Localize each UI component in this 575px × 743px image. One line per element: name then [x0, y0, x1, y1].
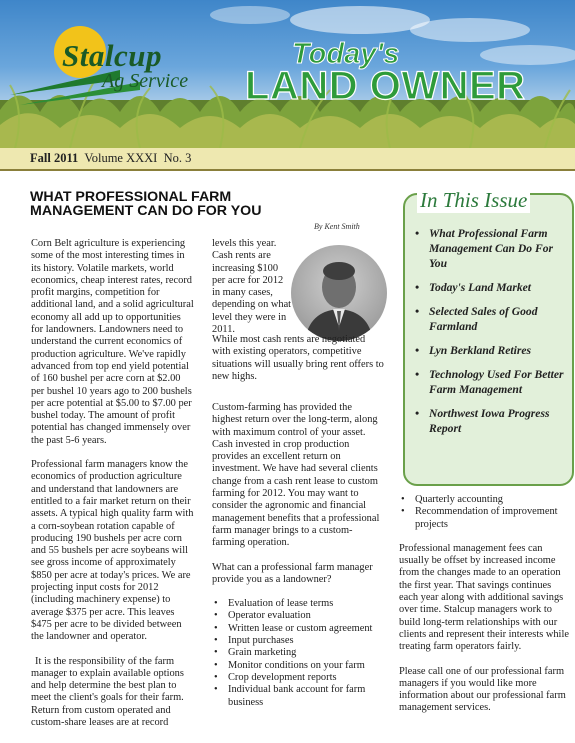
title-todays: Today's	[292, 38, 400, 70]
paragraph: It is the responsibility of the farm manager to explain available options and help determine the best plan to meet the client's goals for their farm. Return from custom operated and custom-share leases are at record	[31, 655, 184, 728]
article-column-1	[31, 238, 194, 741]
list-item: • Evaluation of lease terms	[212, 598, 384, 610]
paragraph: Corn Belt agriculture is experiencing some of the most interesting times in its history. Volatile markets, world economics, cheap interest rates, record profit margins, competition for additional land, and a solid agricultural economy all add up to opportunities for landowners. Landowners need to understand the current economics of production agriculture. We've rapidly advanced from top end yield potential of 160 bushel per acre corn at $2.00 per bushel 10 years ago to 200 bushels per acre potential at $5.00 to $7.00 per bushel today. The amount of profit potential has changed immensely over the past 5-6 years.	[31, 238, 194, 446]
list-item: • Operator evaluation	[212, 610, 384, 622]
list-item: • Today's Land Market	[413, 280, 565, 295]
services-list-continued	[399, 494, 571, 531]
masthead-banner	[0, 0, 575, 148]
logo-subtitle: Ag Service	[102, 70, 189, 92]
headline-line-1: WHAT PROFESSIONAL FARM	[30, 189, 232, 205]
paragraph: Custom-farming has provided the highest return over the long-term, along with maximum control of your asset. Cash invested in crop production provides an excellent return on investment. We have had several clients change from a cash rent lease to custom farming for 2012. You may want to consider the agronomic and financial management benefits that a professional farm manager brings to a custom-farming operation.	[212, 402, 380, 549]
list-item: • Input purchases	[212, 635, 384, 647]
issue-number: No. 3	[163, 151, 192, 165]
logo-name: Stalcup	[62, 38, 162, 73]
list-item: • Recommendation of improvement projects	[399, 506, 571, 531]
list-item: • Crop development reports	[212, 672, 384, 684]
issue-info	[30, 151, 191, 166]
list-item: • Written lease or custom agreement	[212, 623, 384, 635]
list-item: • Grain marketing	[212, 647, 384, 659]
list-item: • Lyn Berkland Retires	[413, 343, 565, 358]
paragraph: Professional farm managers know the economics of production agriculture and understand that landowners are entitled to a fair market return on their assets. A typical high quality farm with a corn-soybean rotation capable of producing 190 bushels per acre corn and 55 bushels per acre soybeans will see gross income of approximately $850 per acre at today's prices. We are projecting input costs for 2012 (including machinery expense) to average $375 per acre. This leaves $475 per acre to be divided between the landowner and operator.	[31, 459, 194, 643]
services-list	[212, 598, 384, 709]
paragraph: Professional management fees can usually be offset by increased income from the changes made to an operation the first year. That savings continues each year along with additional savings over time. Stalcup managers work to build long-term relationships with our clients and represent their interests while treating farm operators fairly.	[399, 542, 569, 653]
in-this-issue-title: In This Issue	[417, 188, 530, 213]
issue-volume: Volume XXXI	[84, 151, 158, 165]
byline: By Kent Smith	[314, 222, 360, 231]
list-item: • Individual bank account for farm business	[212, 684, 384, 709]
article-column-2-wrap: levels this year. Cash rents are increasing $100 per acre for 2012 in many cases, depending on what level they were in 2011.	[212, 238, 292, 336]
title-land-owner: LAND OWNER	[245, 64, 526, 108]
article-column-2	[212, 402, 384, 709]
paragraph: Please call one of our professional farm managers if you would like more information about our professional farm management services.	[399, 665, 566, 714]
list-item: • Northwest Iowa Progress Report	[413, 406, 565, 436]
list-item: • Quarterly accounting	[399, 494, 571, 506]
author-photo	[291, 245, 387, 341]
list-item: • What Professional Farm Management Can Do For You	[413, 226, 565, 271]
list-item: • Monitor conditions on your farm	[212, 660, 384, 672]
in-this-issue-list	[413, 226, 565, 445]
article-column-2-continued: While most cash rents are negotiated with existing operators, competitive situations will usually bring rent offers to new highs.	[212, 334, 384, 382]
list-item: • Technology Used For Better Farm Management	[413, 367, 565, 397]
article-headline	[30, 190, 380, 218]
issue-season: Fall 2011	[30, 151, 79, 165]
article-column-3	[399, 494, 571, 727]
portrait-image	[291, 245, 387, 341]
headline-line-2: MANAGEMENT CAN DO FOR YOU	[30, 203, 262, 219]
list-item: • Selected Sales of Good Farmland	[413, 304, 565, 334]
paragraph: What can a professional farm manager provide you as a landowner?	[212, 561, 373, 585]
